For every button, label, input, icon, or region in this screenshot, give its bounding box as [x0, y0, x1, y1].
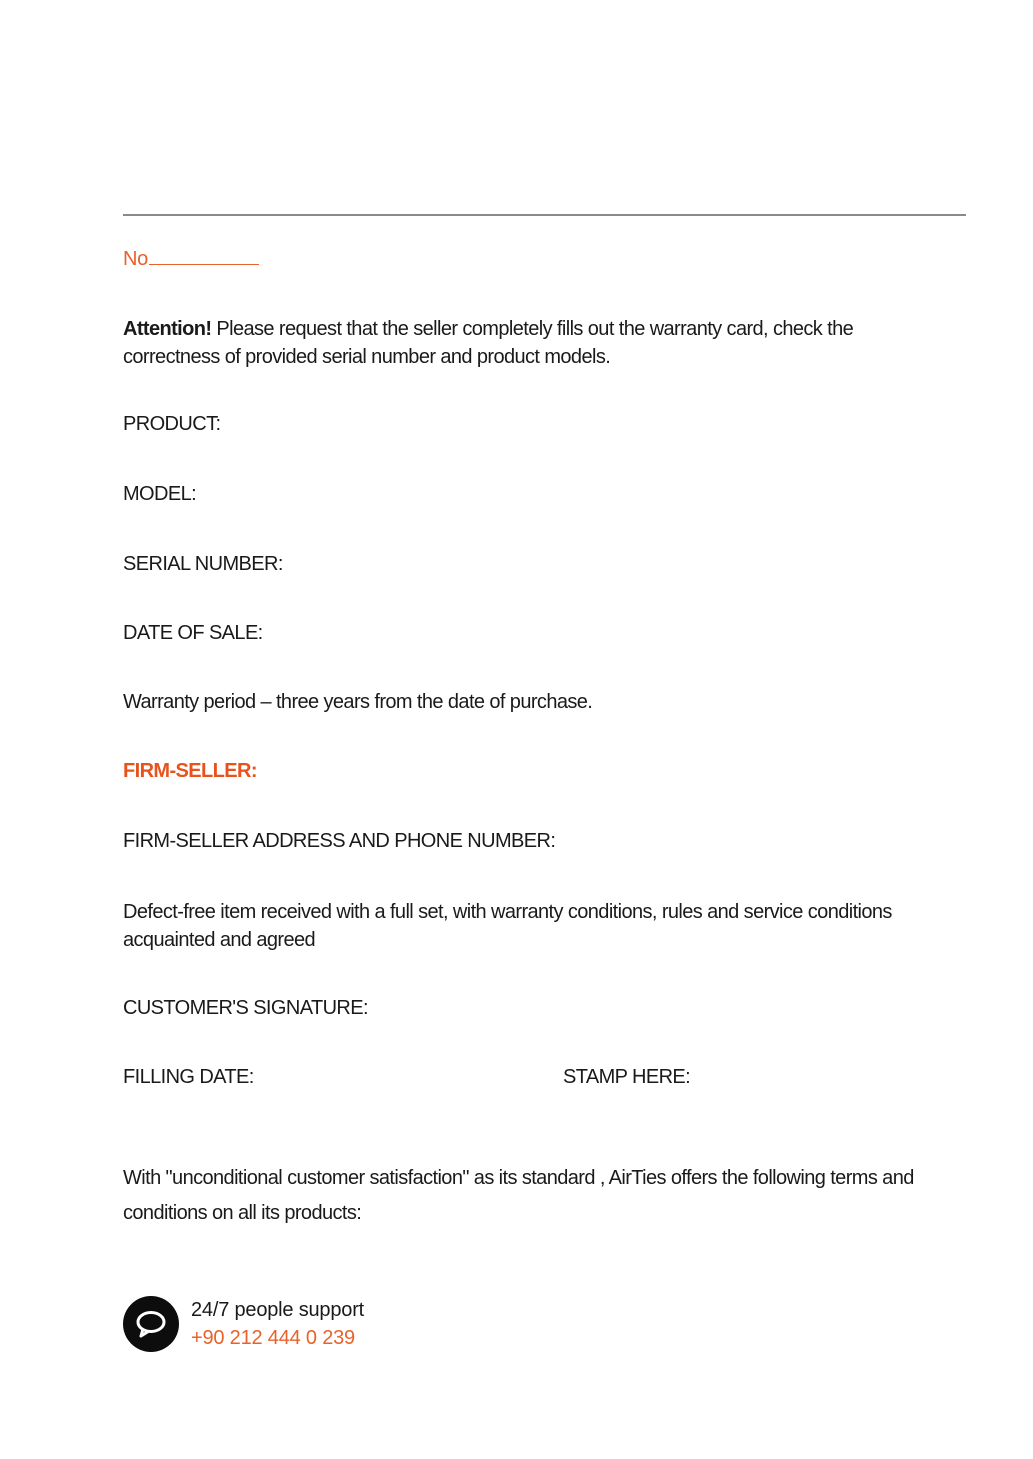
card-number-blank: [149, 246, 259, 265]
support-text: [191, 1296, 364, 1352]
customer-signature-label: CUSTOMER'S SIGNATURE:: [123, 997, 368, 1019]
attention-notice: [123, 315, 923, 371]
model-label: MODEL:: [123, 483, 197, 505]
terms-intro: With "unconditional customer satisfaction" as its standard , AirTies offers the following terms and conditions on all its products:: [123, 1167, 914, 1224]
stamp-here-label: STAMP HERE:: [563, 1066, 691, 1088]
support-phone[interactable]: +90 212 444 0 239: [191, 1327, 355, 1349]
support-label: 24/7 people support: [191, 1299, 365, 1321]
product-label: PRODUCT:: [123, 413, 221, 435]
attention-text: Please request that the seller completely fills out the warranty card, check the correctness of provided serial number and product models.: [123, 318, 854, 368]
support-block: [123, 1296, 364, 1352]
firm-seller-address-label: FIRM-SELLER ADDRESS AND PHONE NUMBER:: [123, 830, 556, 852]
date-of-sale-label: DATE OF SALE:: [123, 622, 263, 644]
attention-heading: Attention!: [123, 318, 212, 340]
defect-free-statement: Defect-free item received with a full set, with warranty conditions, rules and service conditions acquainted and agreed: [123, 901, 892, 951]
card-number-label: No: [123, 248, 148, 270]
card-number: [123, 246, 259, 271]
top-divider: [123, 214, 966, 216]
chat-bubble-icon: [123, 1296, 179, 1352]
warranty-period-text: Warranty period – three years from the date of purchase.: [123, 691, 593, 713]
serial-number-label: SERIAL NUMBER:: [123, 553, 283, 575]
firm-seller-label: FIRM-SELLER:: [123, 760, 257, 782]
filling-date-label: FILLING DATE:: [123, 1066, 254, 1088]
